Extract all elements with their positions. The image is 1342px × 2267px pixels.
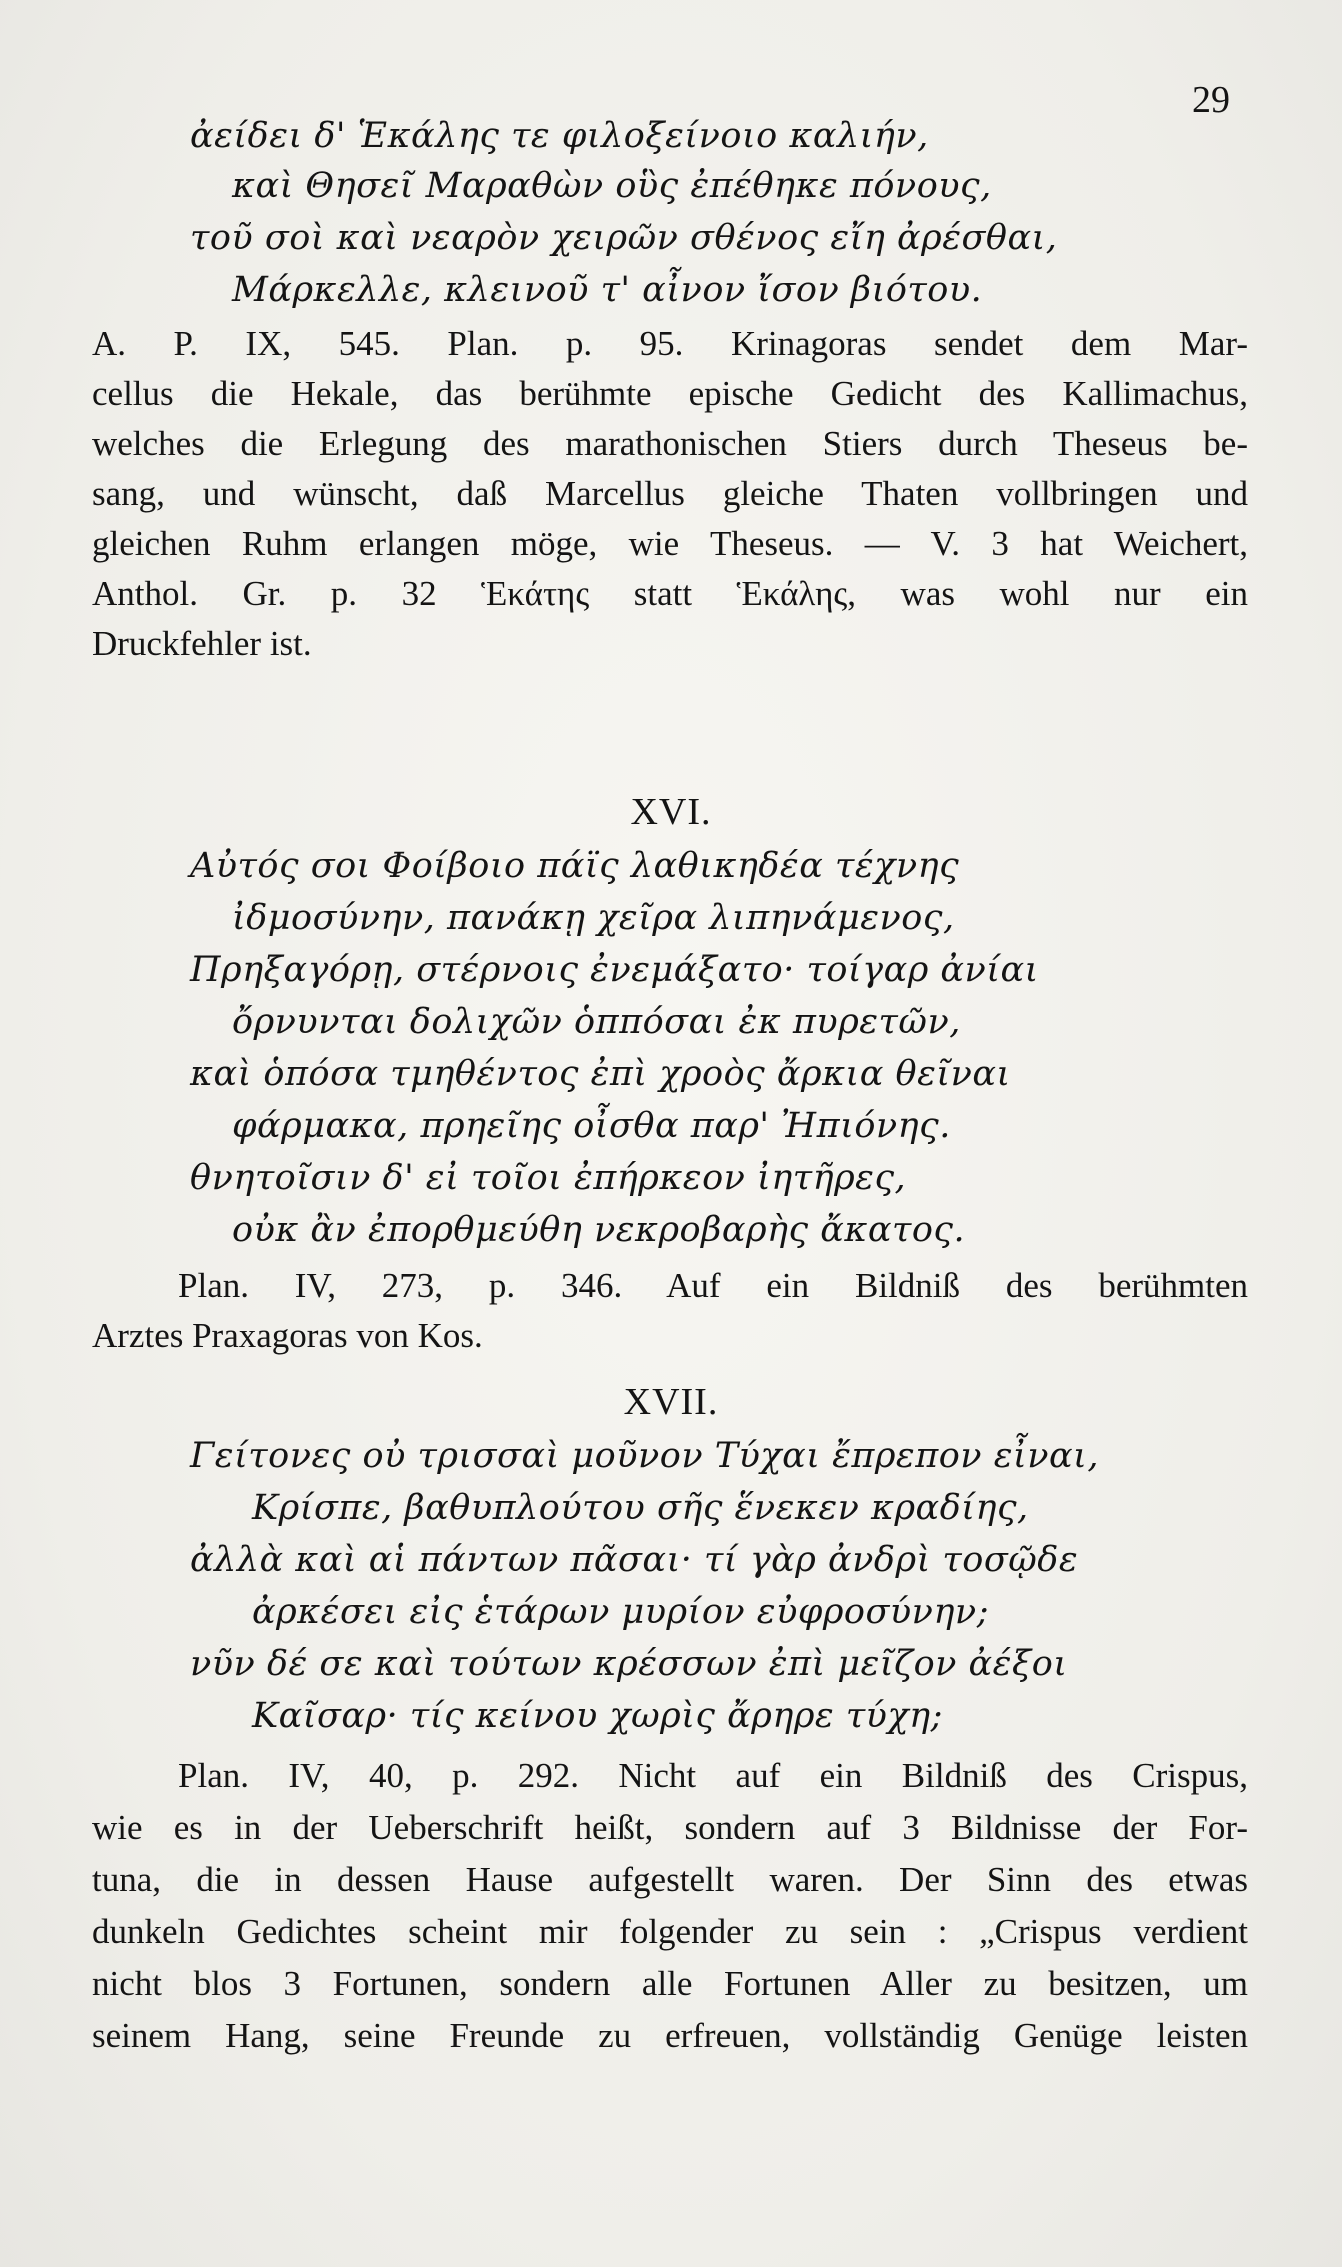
prose-line: Anthol. Gr. p. 32 Ἑκάτης statt Ἑκάλης, was wohl nur ein	[92, 574, 1248, 613]
verse-line: τοῦ σοὶ καὶ νεαρὸν χειρῶν σθένος εἴη ἀρέσθαι,	[190, 218, 1058, 258]
prose-line: dunkeln Gedichtes scheint mir folgender zu sein : „Crispus verdient	[92, 1912, 1248, 1951]
verse-line: Πρηξαγόρῃ, στέρνοις ἐνεμάξατο· τοίγαρ ἀνίαι	[190, 950, 1039, 990]
verse-line: Καῖσαρ· τίς κείνου χωρὶς ἄρηρε τύχη;	[252, 1696, 943, 1736]
verse-line: νῦν δέ σε καὶ τούτων κρέσσων ἐπὶ μεῖζον ἀέξοι	[190, 1644, 1068, 1684]
verse-line: ἀλλὰ καὶ αἱ πάντων πᾶσαι· τί γὰρ ἀνδρὶ τοσῷδε	[190, 1540, 1079, 1580]
prose-line: Plan. IV, 273, p. 346. Auf ein Bildniß des berühmten	[178, 1266, 1248, 1305]
prose-line: welches die Erlegung des marathonischen Stiers durch Theseus be-	[92, 424, 1248, 463]
verse-line: ἀρκέσει εἰς ἑτάρων μυρίον εὐφροσύνην;	[252, 1592, 989, 1632]
verse-line: ἀείδει δ' Ἑκάλης τε φιλοξείνοιο καλιήν,	[190, 116, 929, 156]
prose-line: sang, und wünscht, daß Marcellus gleiche Thaten vollbringen und	[92, 474, 1248, 513]
verse-line: Κρίσπε, βαθυπλούτου σῆς ἕνεκεν κραδίης,	[252, 1488, 1029, 1528]
page-number: 29	[1192, 79, 1230, 121]
prose-line: Plan. IV, 40, p. 292. Nicht auf ein Bildniß des Crispus,	[178, 1756, 1248, 1795]
prose-line: cellus die Hekale, das berühmte epische Gedicht des Kallimachus,	[92, 374, 1248, 413]
verse-line: θνητοῖσιν δ' εἰ τοῖοι ἐπήρκεον ἰητῆρες,	[190, 1158, 907, 1198]
verse-line: καὶ Θησεῖ Μαραθὼν οὓς ἐπέθηκε πόνους,	[232, 166, 992, 206]
verse-line: καὶ ὁπόσα τμηθέντος ἐπὶ χροὸς ἄρκια θεῖναι	[190, 1054, 1011, 1094]
prose-line: Druckfehler ist.	[92, 624, 312, 663]
verse-line: ὄρνυνται δολιχῶν ὁππόσαι ἐκ πυρετῶν,	[232, 1002, 961, 1042]
verse-line: φάρμακα, πρηεῖης οἶσθα παρ' Ἠπιόνης.	[232, 1106, 951, 1146]
verse-line: ἰδμοσύνην, πανάκῃ χεῖρα λιπηνάμενος,	[232, 898, 955, 938]
prose-line: A. P. IX, 545. Plan. p. 95. Krinagoras sendet dem Mar-	[92, 324, 1248, 363]
section-heading-xvii: XVII.	[623, 1381, 719, 1423]
verse-line: Μάρκελλε, κλεινοῦ τ' αἶνον ἴσον βιότου.	[232, 270, 983, 310]
prose-line: gleichen Ruhm erlangen möge, wie Theseus. — V. 3 hat Weichert,	[92, 524, 1248, 563]
verse-line: Αὐτός σοι Φοίβοιο πάϊς λαθικηδέα τέχνης	[190, 846, 960, 886]
prose-line: seinem Hang, seine Freunde zu erfreuen, vollständig Genüge leisten	[92, 2016, 1248, 2055]
verse-line: Γείτονες οὐ τρισσαὶ μοῦνον Τύχαι ἔπρεπον εἶναι,	[190, 1436, 1099, 1476]
prose-line: wie es in der Ueberschrift heißt, sondern auf 3 Bildnisse der For-	[92, 1808, 1248, 1847]
prose-line: tuna, die in dessen Hause aufgestellt waren. Der Sinn des etwas	[92, 1860, 1248, 1899]
verse-line: οὐκ ἂν ἐπορθμεύθη νεκροβαρὴς ἄκατος.	[232, 1210, 966, 1250]
section-heading-xvi: XVI.	[630, 791, 712, 833]
prose-line: nicht blos 3 Fortunen, sondern alle Fortunen Aller zu besitzen, um	[92, 1964, 1248, 2003]
prose-line: Arztes Praxagoras von Kos.	[92, 1316, 483, 1355]
